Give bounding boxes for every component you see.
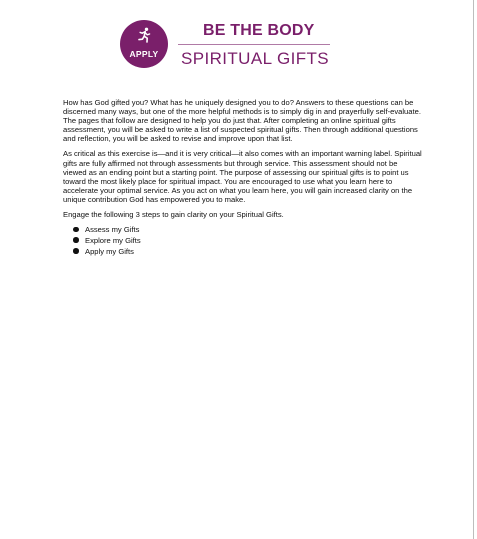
page-title: BE THE BODY — [203, 22, 315, 39]
bullet-icon — [73, 248, 79, 254]
step-label: Assess my Gifts — [85, 225, 140, 235]
body-content — [63, 98, 423, 257]
step-label: Explore my Gifts — [85, 235, 141, 245]
step-label: Apply my Gifts — [85, 246, 134, 256]
list-item — [73, 247, 423, 256]
apply-badge — [120, 20, 168, 68]
list-item — [73, 225, 423, 234]
title-divider — [178, 44, 330, 45]
warning-paragraph: As critical as this exercise is—and it is very critical—it also comes with an important warning label. Spiritual gifts are fully affirmed not through assessments but through service. This assessment should not be viewed as an ending point but a starting point. The purpose of assessing our spiritual gifts is to point us toward the most likely place for spiritual impact. You are encouraged to use what you learn here to accelerate your optimal service. As you act on what you learn here, you will gain increased clarity on the unique contribution God has empowered you to make. — [63, 149, 422, 204]
running-person-icon — [136, 27, 152, 43]
list-item — [73, 236, 423, 245]
steps-intro: Engage the following 3 steps to gain clarity on your Spiritual Gifts. — [63, 210, 284, 220]
intro-paragraph: How has God gifted you? What has he uniquely designed you to do? Answers to these questions can be discerned many ways, but one of the more helpful methods is to simply dig in and prayerfully self-evaluate. The pages that follow are designed to help you do just that. After completing an online spiritual gifts assessment, you will be asked to write a list of suspected spiritual gifts. Then through additional questions and reflection, you will be asked to revise and improve upon that list. — [63, 98, 421, 144]
page-subtitle: SPIRITUAL GIFTS — [181, 49, 330, 68]
bullet-icon — [73, 237, 79, 243]
page-edge-line — [473, 0, 474, 539]
badge-label: APPLY — [129, 49, 159, 59]
bullet-icon — [73, 227, 79, 233]
steps-list — [63, 225, 423, 256]
